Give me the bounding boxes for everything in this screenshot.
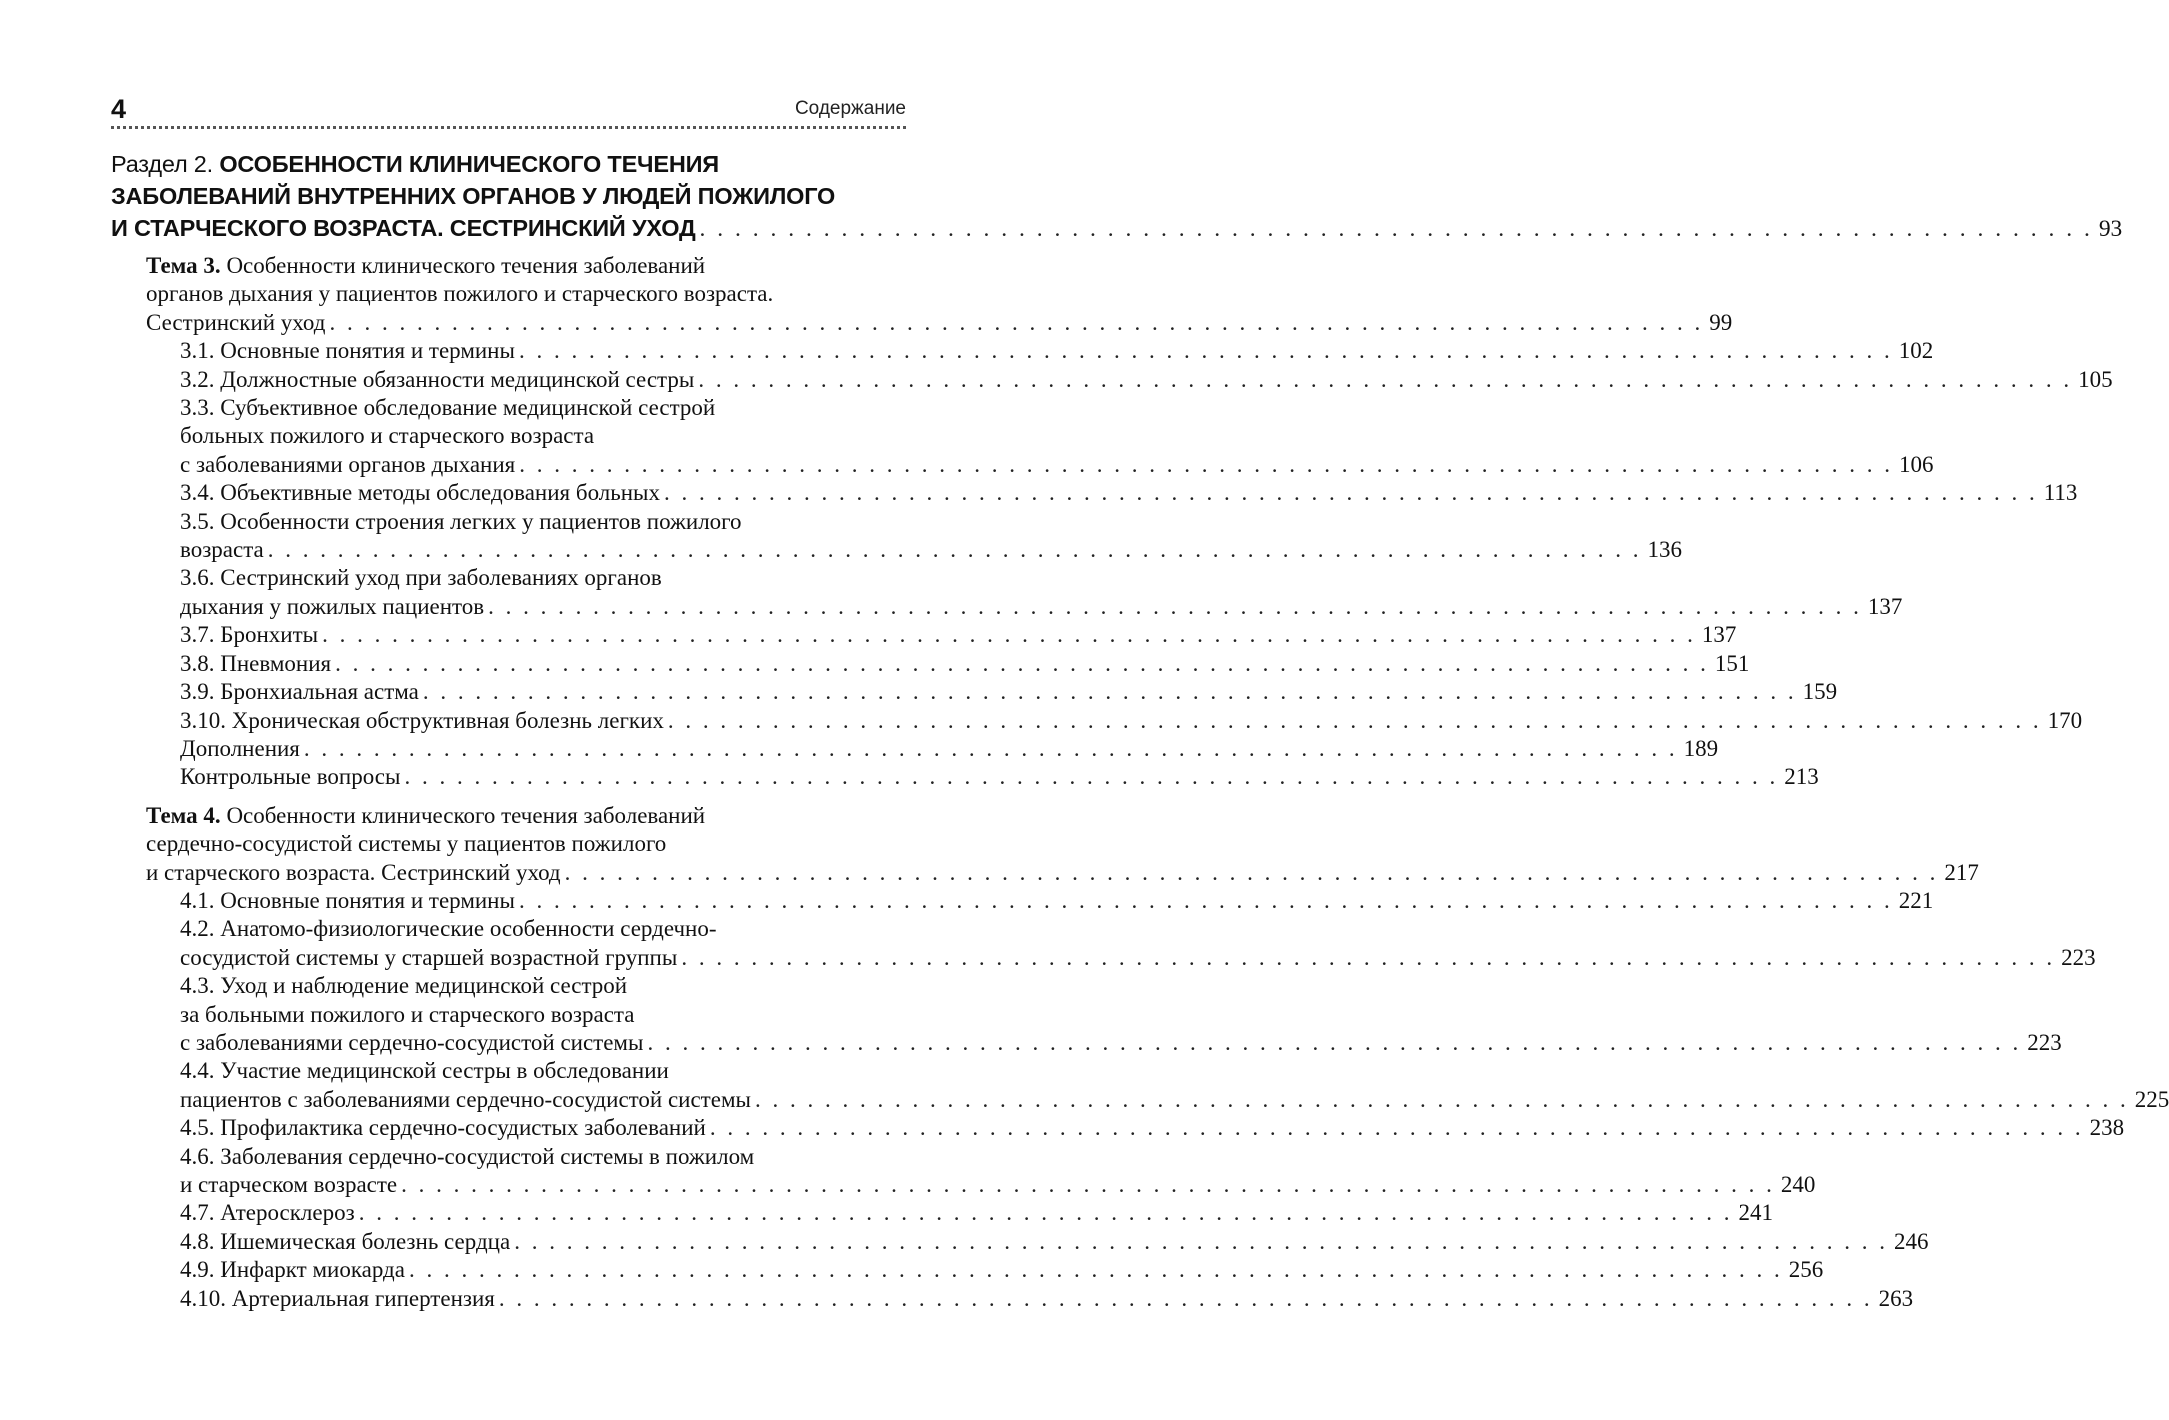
- toc-line-text: [180, 1086, 751, 1114]
- section-label: Раздел 2.: [111, 151, 213, 177]
- section-title-text: И СТАРЧЕСКОГО ВОЗРАСТА. СЕСТРИНСКИЙ УХОД: [111, 215, 696, 241]
- toc-entry: [146, 621, 1737, 649]
- page-number-ref: 241: [1738, 1200, 1773, 1226]
- toc-line-text: [180, 593, 484, 621]
- running-title: Содержание: [794, 98, 906, 119]
- dot-leader: . . . . . . . . . . . . . . . . . . . . . . . . . . . . . . . . . . . . . . . . . . . . . . . . . . . . . . . . . . . . . . . . . . . . . . . . . . . . . . .: [699, 216, 2093, 242]
- toc-line-text: 3.10. Хроническая обструктивная болезнь легких: [180, 707, 664, 733]
- toc-line: [180, 1143, 906, 1171]
- toc-line: [180, 366, 2113, 394]
- toc-line-text: Особенности клинического течения заболеваний: [226, 253, 706, 278]
- page-number-ref: 105: [2078, 366, 2113, 392]
- toc-line: [180, 1114, 2125, 1142]
- toc-line-text: [146, 309, 325, 337]
- toc-line-text: 3.4. Объективные методы обследования больных: [180, 480, 660, 506]
- page-number-ref: 159: [1802, 679, 1838, 705]
- toc-line-text: 3.3. Субъективное обследование медицинской сестрой: [180, 395, 716, 421]
- toc-line: [180, 479, 2078, 507]
- page-number-ref: 217: [1944, 859, 1979, 885]
- toc-entry: [146, 366, 2113, 394]
- page-number-ref: 263: [1878, 1285, 1914, 1311]
- toc-line-text: [180, 707, 664, 735]
- toc-line-text: [146, 859, 561, 887]
- toc-line-text: и старческом возрасте: [180, 1172, 398, 1197]
- toc-line-text: 3.7. Бронхиты: [180, 622, 319, 648]
- toc-line-text: [180, 366, 694, 394]
- toc-line-text: и старческого возраста. Сестринский уход: [146, 859, 561, 885]
- toc-entry: [146, 508, 1682, 565]
- dot-leader: . . . . . . . . . . . . . . . . . . . . . . . . . . . . . . . . . . . . . . . . . . . . . . . . . . . . . . . . . . . . . . . . . . . . . . . . . . . . . . .: [335, 650, 1709, 676]
- toc-line-text: Сестринский уход: [146, 309, 326, 335]
- toc-entry: [146, 1199, 1773, 1227]
- toc-line-text: органов дыхания у пациентов пожилого и старческого возраста.: [146, 281, 774, 307]
- toc-line-text: [180, 451, 515, 479]
- topic-number: Тема 3.: [146, 253, 221, 278]
- toc-line: [180, 508, 906, 536]
- dot-leader: . . . . . . . . . . . . . . . . . . . . . . . . . . . . . . . . . . . . . . . . . . . . . . . . . . . . . . . . . . . . . . . . . . . . . . . . . . . . . . .: [518, 338, 1893, 364]
- toc-line-text: 3.5. Особенности строения легких у пациентов пожилого: [180, 508, 742, 534]
- toc-line-text: Особенности клинического течения заболеваний: [226, 802, 706, 828]
- toc-entry: [146, 707, 2083, 735]
- section-title-line: [111, 148, 906, 180]
- toc-entry: [146, 1143, 1816, 1200]
- toc-line: [180, 422, 906, 450]
- toc-line-text: [180, 1114, 706, 1142]
- dot-leader: . . . . . . . . . . . . . . . . . . . . . . . . . . . . . . . . . . . . . . . . . . . . . . . . . . . . . . . . . . . . . . . . . . . . . . . . . . . . . . .: [698, 366, 2073, 392]
- toc-line-text: с заболеваниями сердечно-сосудистой системы: [180, 1029, 644, 1055]
- toc-line-text: больных пожилого и старческого возраста: [180, 423, 595, 449]
- dot-leader: . . . . . . . . . . . . . . . . . . . . . . . . . . . . . . . . . . . . . . . . . . . . . . . . . . . . . . . . . . . . . . . . . . . . . . . . . . . . . . .: [404, 764, 1779, 790]
- toc-line-text: [180, 763, 400, 791]
- toc-line-text: сосудистой системы у старшей возрастной группы: [180, 944, 678, 970]
- toc-line-text: [180, 479, 660, 507]
- dot-leader: . . . . . . . . . . . . . . . . . . . . . . . . . . . . . . . . . . . . . . . . . . . . . . . . . . . . . . . . . . . . . . . . . . . . . . . . . . . . . . .: [488, 593, 1862, 619]
- dot-leader: . . . . . . . . . . . . . . . . . . . . . . . . . . . . . . . . . . . . . . . . . . . . . . . . . . . . . . . . . . . . . . . . . . . . . . . . . . . . . . .: [667, 707, 2042, 733]
- page-number-ref: 246: [1893, 1228, 1929, 1254]
- section-heading: [111, 148, 2123, 245]
- toc-line: [180, 1029, 2062, 1057]
- page-number-ref: 106: [1898, 451, 1934, 477]
- toc-entry: [146, 887, 1934, 915]
- toc-line-text: [180, 1285, 495, 1313]
- dot-leader: . . . . . . . . . . . . . . . . . . . . . . . . . . . . . . . . . . . . . . . . . . . . . . . . . . . . . . . . . . . . . . . . . . . . . . . . . . . . . . .: [564, 859, 1939, 885]
- toc-line: [146, 830, 906, 858]
- toc-line: [180, 564, 906, 592]
- toc-entry: [146, 1228, 1929, 1256]
- toc-line: [146, 252, 906, 280]
- toc-line: [180, 1057, 906, 1085]
- toc-entry: [146, 479, 2078, 507]
- page-number-ref: 223: [2061, 944, 2096, 970]
- toc-line: [180, 1171, 1816, 1199]
- toc-line: [180, 887, 1934, 915]
- toc-line: [146, 802, 906, 830]
- toc-line-text: [180, 678, 419, 706]
- toc-line: [180, 394, 906, 422]
- table-of-contents: [146, 252, 2169, 1313]
- toc-line: [180, 944, 2096, 972]
- toc-line-text: [180, 1256, 405, 1284]
- toc-line-text: [180, 536, 264, 564]
- page-number-ref: 225: [2134, 1086, 2169, 1112]
- toc-line: [180, 650, 1750, 678]
- toc-entry: [146, 763, 1819, 791]
- toc-entry: [146, 1057, 2169, 1114]
- toc-line-text: 4.7. Атеросклероз: [180, 1200, 355, 1226]
- toc-line-text: 3.6. Сестринский уход при заболеваниях органов: [180, 565, 662, 591]
- toc-line-text: 4.4. Участие медицинской сестры в обследовании: [180, 1058, 669, 1084]
- page-number-ref: 189: [1683, 735, 1719, 761]
- dot-leader: . . . . . . . . . . . . . . . . . . . . . . . . . . . . . . . . . . . . . . . . . . . . . . . . . . . . . . . . . . . . . . . . . . . . . . . . . . . . . . .: [358, 1200, 1733, 1226]
- toc-line-text: возраста: [180, 537, 264, 563]
- toc-line: [180, 1256, 1824, 1284]
- toc-line-text: 4.10. Артериальная гипертензия: [180, 1285, 495, 1311]
- toc-line-text: 3.9. Бронхиальная астма: [180, 679, 419, 705]
- dot-leader: . . . . . . . . . . . . . . . . . . . . . . . . . . . . . . . . . . . . . . . . . . . . . . . . . . . . . . . . . . . . . . . . . . . . . . . . . . . . . . .: [514, 1228, 1888, 1254]
- dot-leader: . . . . . . . . . . . . . . . . . . . . . . . . . . . . . . . . . . . . . . . . . . . . . . . . . . . . . . . . . . . . . . . . . . . . . . . . . . . . . . .: [303, 735, 1678, 761]
- toc-line-text: 4.1. Основные понятия и термины: [180, 887, 515, 913]
- toc-line: [180, 972, 906, 1000]
- toc-entry: [146, 1256, 1824, 1284]
- toc-line: [180, 707, 2083, 735]
- toc-line: [146, 280, 906, 308]
- page-number-ref: 137: [1867, 593, 1903, 619]
- toc-line-text: [180, 621, 318, 649]
- toc-line-text: [180, 735, 300, 763]
- dot-leader: . . . . . . . . . . . . . . . . . . . . . . . . . . . . . . . . . . . . . . . . . . . . . . . . . . . . . . . . . . . . . . . . . . . . . . . . . . . . . . .: [647, 1029, 2022, 1055]
- toc-line: [180, 1199, 1773, 1227]
- toc-line: [180, 735, 1719, 763]
- page-number-ref: 256: [1788, 1257, 1824, 1283]
- toc-line-text: [180, 1199, 355, 1227]
- page-number-ref: 238: [2089, 1115, 2125, 1141]
- toc-line-text: [180, 1029, 643, 1057]
- section-title-text: ОСОБЕННОСТИ КЛИНИЧЕСКОГО ТЕЧЕНИЯ: [219, 151, 719, 177]
- dot-leader: . . . . . . . . . . . . . . . . . . . . . . . . . . . . . . . . . . . . . . . . . . . . . . . . . . . . . . . . . . . . . . . . . . . . . . . . . . . . . . .: [498, 1285, 1873, 1311]
- toc-entry: [146, 650, 1750, 678]
- topic-number: Тема 4.: [146, 802, 221, 828]
- toc-entry: [146, 337, 1934, 365]
- toc-line-text: [180, 887, 515, 915]
- section-title-line: [111, 212, 2123, 245]
- toc-line: [180, 915, 906, 943]
- toc-entry: [146, 564, 1903, 621]
- dot-leader: . . . . . . . . . . . . . . . . . . . . . . . . . . . . . . . . . . . . . . . . . . . . . . . . . . . . . . . . . . . . . . . . . . . . . . . . . . . . . . .: [664, 480, 2038, 506]
- toc-line-text: [180, 337, 515, 365]
- toc-line-text: 4.2. Анатомо-физиологические особенности сердечно-: [180, 916, 717, 942]
- page-number-ref: 213: [1784, 764, 1819, 790]
- toc-line: [180, 763, 1819, 791]
- page-number-ref: 136: [1647, 537, 1682, 563]
- toc-line: [180, 1228, 1929, 1256]
- dot-leader: . . . . . . . . . . . . . . . . . . . . . . . . . . . . . . . . . . . . . . . . . . . . . . . . . . . . . . . . . . . . . . . . . . . . . . . . . . . . . . .: [329, 309, 1704, 335]
- page-number-ref: 102: [1898, 338, 1934, 364]
- dot-leader: . . . . . . . . . . . . . . . . . . . . . . . . . . . . . . . . . . . . . . . . . . . . . . . . . . . . . . . . . . . . . . . . . . . . . . . . . . . . . . .: [709, 1115, 2084, 1141]
- toc-line: [180, 593, 1903, 621]
- page-number-ref: 151: [1714, 650, 1750, 676]
- toc-entry: [146, 972, 2062, 1057]
- dot-leader: . . . . . . . . . . . . . . . . . . . . . . . . . . . . . . . . . . . . . . . . . . . . . . . . . . . . . . . . . . . . . . . . . . . . . . . . . . . . . . .: [681, 944, 2056, 970]
- toc-line-text: [180, 1228, 510, 1256]
- toc-entry: [146, 915, 2096, 972]
- toc-entry: [146, 1114, 2125, 1142]
- toc-entry: [146, 735, 1719, 763]
- toc-line-text: 4.9. Инфаркт миокарда: [180, 1257, 405, 1283]
- toc-line: [146, 859, 1979, 887]
- toc-line-text: Контрольные вопросы: [180, 764, 401, 790]
- page-number-ref: 240: [1780, 1172, 1816, 1197]
- dot-leader: . . . . . . . . . . . . . . . . . . . . . . . . . . . . . . . . . . . . . . . . . . . . . . . . . . . . . . . . . . . . . . . . . . . . . . . . . . . . . . .: [519, 451, 1893, 477]
- page-number-ref: 113: [2043, 480, 2078, 506]
- toc-line-text: [180, 944, 677, 972]
- page-number-ref: 170: [2047, 707, 2083, 733]
- section-title-line: ЗАБОЛЕВАНИЙ ВНУТРЕННИХ ОРГАНОВ У ЛЮДЕЙ ПОЖИЛОГО: [111, 183, 836, 209]
- toc-line: [180, 451, 1934, 479]
- toc-line: [180, 1001, 906, 1029]
- toc-line: [180, 621, 1737, 649]
- page-number: 4: [111, 94, 127, 124]
- toc-line-text: сердечно-сосудистой системы у пациентов пожилого: [146, 831, 667, 857]
- toc-topic: [146, 802, 2169, 1313]
- toc-line-text: 4.8. Ишемическая болезнь сердца: [180, 1228, 511, 1254]
- toc-line: [180, 678, 1838, 706]
- toc-line-text: дыхания у пожилых пациентов: [180, 593, 485, 619]
- page-number-ref: 221: [1898, 887, 1934, 913]
- toc-line: [180, 337, 1934, 365]
- dot-leader: . . . . . . . . . . . . . . . . . . . . . . . . . . . . . . . . . . . . . . . . . . . . . . . . . . . . . . . . . . . . . . . . . . . . . . . . . . . . . . .: [267, 537, 1642, 563]
- running-header: [111, 92, 906, 126]
- toc-line-text: 3.8. Пневмония: [180, 650, 332, 676]
- dot-leader: . . . . . . . . . . . . . . . . . . . . . . . . . . . . . . . . . . . . . . . . . . . . . . . . . . . . . . . . . . . . . . . . . . . . . . . . . . . . . . .: [322, 622, 1696, 648]
- toc-line-text: 3.2. Должностные обязанности медицинской сестры: [180, 366, 695, 392]
- section-page-number: 93: [2098, 216, 2123, 242]
- toc-line-text: 3.1. Основные понятия и термины: [180, 338, 515, 364]
- toc-line-text: 4.6. Заболевания сердечно-сосудистой системы в пожилом: [180, 1143, 755, 1169]
- toc-line-text: за больными пожилого и старческого возраста: [180, 1001, 635, 1027]
- dot-leader: . . . . . . . . . . . . . . . . . . . . . . . . . . . . . . . . . . . . . . . . . . . . . . . . . . . . . . . . . . . . . . . . . . . . . . . . . . . . . . .: [754, 1086, 2129, 1112]
- page-number-ref: 223: [2027, 1029, 2062, 1055]
- dot-leader: . . . . . . . . . . . . . . . . . . . . . . . . . . . . . . . . . . . . . . . . . . . . . . . . . . . . . . . . . . . . . . . . . . . . . . . . . . . . . . .: [422, 679, 1797, 705]
- toc-line-text: [180, 650, 331, 678]
- page-number-ref: 137: [1701, 622, 1737, 648]
- toc-line: [180, 1086, 2169, 1114]
- toc-topic: [146, 252, 2113, 792]
- toc-entry: [146, 1285, 1914, 1313]
- toc-line-text: Дополнения: [180, 735, 300, 761]
- toc-line-text: с заболеваниями органов дыхания: [180, 451, 516, 477]
- dot-leader: . . . . . . . . . . . . . . . . . . . . . . . . . . . . . . . . . . . . . . . . . . . . . . . . . . . . . . . . . . . . . . . . . . . . . . . . . . . . . . .: [408, 1257, 1783, 1283]
- dot-leader: . . . . . . . . . . . . . . . . . . . . . . . . . . . . . . . . . . . . . . . . . . . . . . . . . . . . . . . . . . . . . . . . . . . . . . . . . . . . . . .: [401, 1172, 1775, 1197]
- toc-line-text: пациентов с заболеваниями сердечно-сосудистой системы: [180, 1086, 751, 1112]
- header-dotted-rule: [111, 126, 906, 129]
- toc-line-text: 4.5. Профилактика сердечно-сосудистых заболеваний: [180, 1115, 706, 1141]
- dot-leader: . . . . . . . . . . . . . . . . . . . . . . . . . . . . . . . . . . . . . . . . . . . . . . . . . . . . . . . . . . . . . . . . . . . . . . . . . . . . . . .: [518, 887, 1893, 913]
- page-number-ref: 99: [1709, 309, 1733, 335]
- toc-line: [180, 536, 1682, 564]
- toc-line-text: [180, 1171, 397, 1199]
- toc-entry: [146, 394, 1934, 479]
- toc-line: [180, 1285, 1914, 1313]
- toc-line-text: 4.3. Уход и наблюдение медицинской сестрой: [180, 973, 628, 999]
- toc-entry: [146, 678, 1838, 706]
- toc-line: [146, 309, 1733, 337]
